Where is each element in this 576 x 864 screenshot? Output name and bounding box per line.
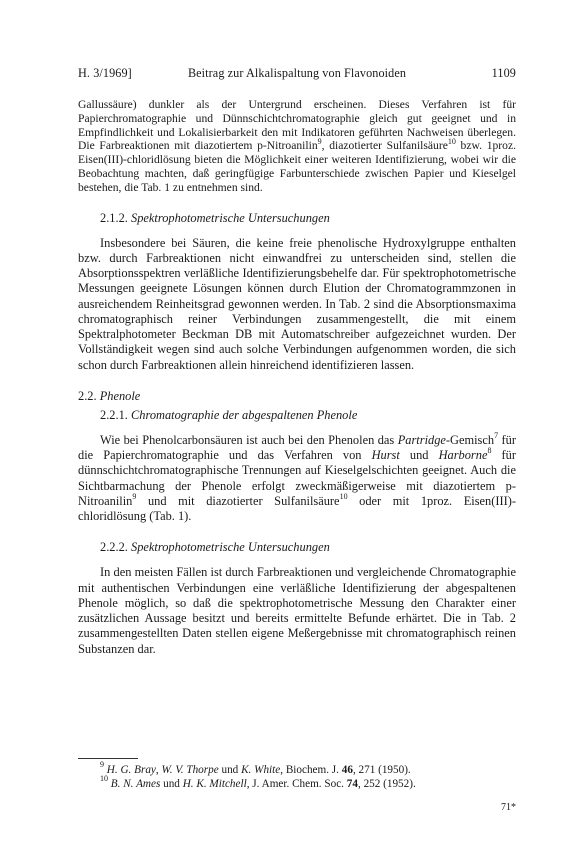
footnote-ref: 10 [339, 491, 348, 501]
header-issue: H. 3/1969] [78, 66, 132, 80]
section-heading-2-2-1: 2.2.1. Chromatographie der abgespaltenen Phenole [100, 407, 358, 422]
running-header [78, 66, 516, 82]
article-body [78, 98, 516, 657]
section-heading-2-2: 2.2. Phenole [78, 388, 141, 403]
footnote-ref: 9 [132, 491, 137, 501]
header-title: Beitrag zur Alkalispaltung von Flavonoiden [187, 66, 407, 80]
footnote-10: $^{10}$ B. N. Ames und H. K. Mitchell, J. Amer. Chem. Soc. 74, 252 (1952). [100, 774, 416, 790]
footnote-9: $^9$ H. G. Bray, W. V. Thorpe und K. White, Biochem. J. 46, 271 (1950). [100, 760, 411, 776]
footnotes [78, 760, 516, 791]
paragraph-phenol-chromatography: Wie bei Phenolcarbonsäuren ist auch bei den Phenolen das Partridge-Gemisch$^7$ für die Papierchromatographie und das Verfahren von Hurst und Harborne$^8$ für dünnschichtchromatographische Trennungen auf Kieselgelschichten geeignet. Auch die Sichtbarmachung der Phenole erfolgt zweckmäßigerweise mit diazotiertem p-Nitroanilin$^9$ und mit diazotierter Sulfanilsäure$^{10}$ oder mit 1proz. Eisen(III)-chloridlösung (Tab. 1). [78, 430, 516, 524]
footnote-ref: 10 [447, 136, 456, 146]
signature-mark: 71* [501, 802, 516, 813]
header-page-number: 1109 [491, 66, 516, 80]
footnote-ref: 7 [494, 430, 499, 440]
paragraph-phenol-spectrophotometry: In den meisten Fällen ist durch Farbreaktionen und vergleichende Chromatographie mit authentischen Verbindungen eine verläßliche Identifizierung der abgespaltenen Phenole möglich, so daß die spektrophotometrische Messung den Charakter einer zusätzlichen Aussage besitzt und bereits ermittelte Befunde erhärtet. Die in Tab. 2 zusammengestellten Daten stellen eigene Meßergebnisse mit chromatographisch reinen Substanzen dar. [78, 565, 516, 656]
paragraph-spectrophotometry-acids: Insbesondere bei Säuren, die keine freie phenolische Hydroxylgruppe enthalten bzw. durch Farbreaktionen nicht einwandfrei zu unterscheiden sind, stellen die Absorptionsspektren verläßliche Identifizierungsbehelfe dar. Für spektrophotometrische Messungen geeignete Lösungen können durch Elution der Chromatogrammzonen in ausreichendem Reinheitsgrad gewonnen werden. In Tab. 2 sind die Absorptionsmaxima chromatographisch reiner Verbindungen zusammengestellt, die mit einem Spektralphotometer Beckman DB mit Automatschreiber aufgezeichnet wurden. Der Vollständigkeit wegen sind auch solche Verbindungen aufgenommen worden, die sich schon durch Farbreaktionen allein hinreichend identifizieren lassen. [78, 235, 516, 372]
section-heading-2-1-2: 2.1.2. Spektrophotometrische Untersuchungen [100, 210, 330, 225]
section-heading-2-2-2: 2.2.2. Spektrophotometrische Untersuchungen [100, 540, 330, 555]
paragraph-continued: Gallussäure) dunkler als der Untergrund erscheinen. Dieses Verfahren ist für Papierchromatographie und Dünnschichtchromatographie gleich gut geeignet und in Empfindlichkeit und Lokalisierbarkeit den mit Indikatoren geführten Nachweisen überlegen. Die Farbreaktionen mit diazotiertem p-Nitroanilin$^9$, diazotierter Sulfanilsäure$^{10}$ bzw. 1proz. Eisen(III)-chloridlösung bieten die Möglichkeit einer weiteren Identifizierung, wobei wir die Beobachtung machten, daß geringfügige Farbunterschiede zwischen Papier und Kieselgel bestehen, die Tab. 1 zu entnehmen sind. [78, 98, 516, 194]
footnote-ref: 8 [487, 445, 492, 455]
footnote-rule [78, 758, 138, 759]
footnote-ref: 9 [317, 136, 322, 146]
